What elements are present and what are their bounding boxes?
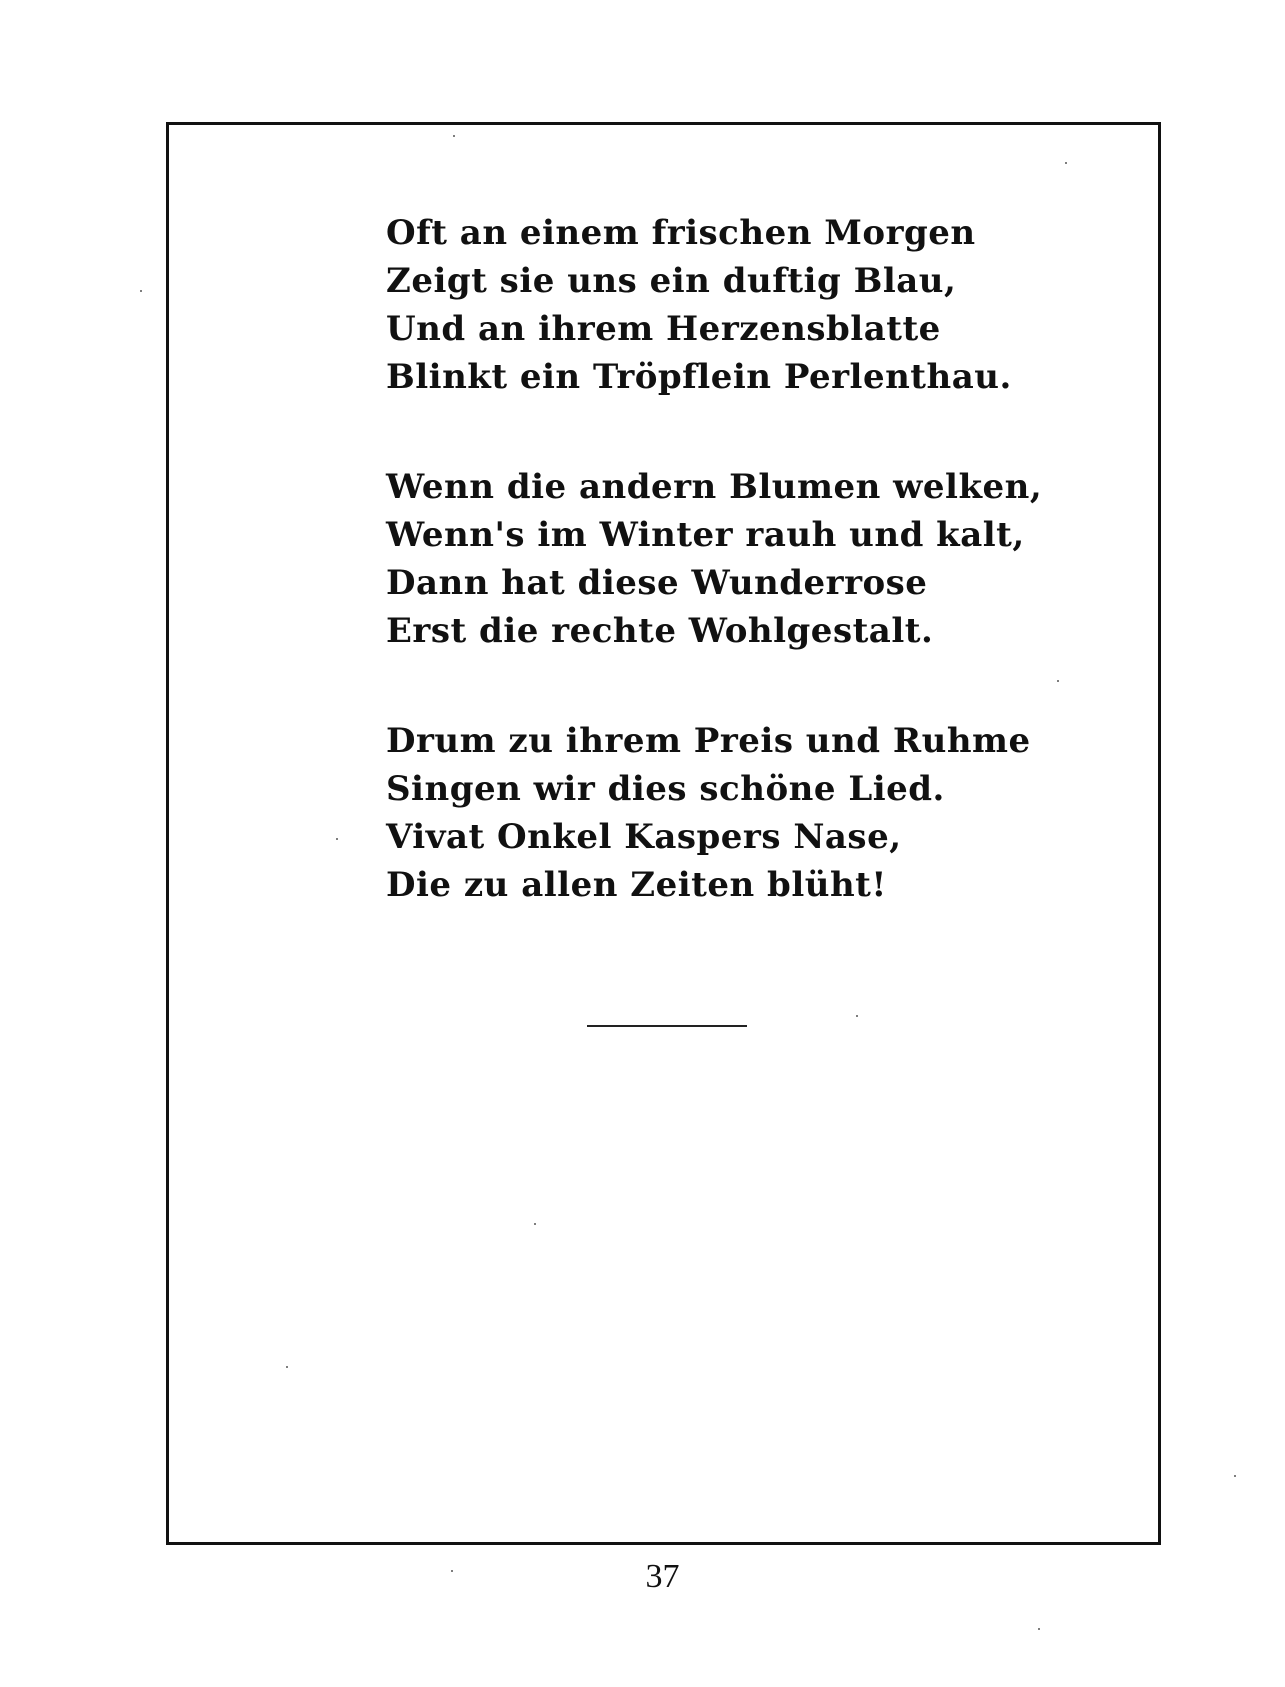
scan-speck	[534, 1223, 536, 1225]
end-rule	[587, 1025, 747, 1027]
poem	[386, 209, 1043, 971]
scan-speck	[1065, 162, 1067, 164]
page-number: 37	[645, 1558, 680, 1595]
poem-line: Zeigt sie uns ein duftig Blau,	[386, 261, 957, 301]
poem-line: Wenn's im Winter rauh und kalt,	[386, 515, 1025, 555]
poem-line: Vivat Onkel Kaspers Nase,	[386, 817, 902, 857]
poem-line: Dann hat diese Wunderrose	[386, 563, 928, 603]
scan-speck	[451, 1570, 453, 1572]
poem-line: Und an ihrem Herzensblatte	[386, 309, 941, 349]
scan-speck	[140, 290, 142, 292]
poem-line: Wenn die andern Blumen welken,	[386, 467, 1043, 507]
scan-speck	[856, 1015, 858, 1017]
poem-line: Erst die rechte Wohlgestalt.	[386, 611, 934, 651]
scan-speck	[1038, 1628, 1040, 1630]
poem-line: Oft an einem frischen Morgen	[386, 213, 976, 253]
scan-speck	[453, 135, 455, 137]
poem-line: Die zu allen Zeiten blüht!	[386, 865, 887, 905]
stanza-1	[386, 209, 1026, 401]
stanza-2	[386, 463, 1043, 655]
stanza-3	[386, 717, 1031, 909]
poem-line: Singen wir dies schöne Lied.	[386, 769, 945, 809]
scan-speck	[336, 838, 338, 840]
scan-speck	[1234, 1475, 1236, 1477]
poem-line: Drum zu ihrem Preis und Ruhme	[386, 721, 1031, 761]
poem-line: Blinkt ein Tröpflein Perlenthau.	[386, 357, 1012, 397]
scan-speck	[286, 1366, 288, 1368]
scan-speck	[1057, 680, 1059, 682]
page-frame	[166, 122, 1161, 1545]
